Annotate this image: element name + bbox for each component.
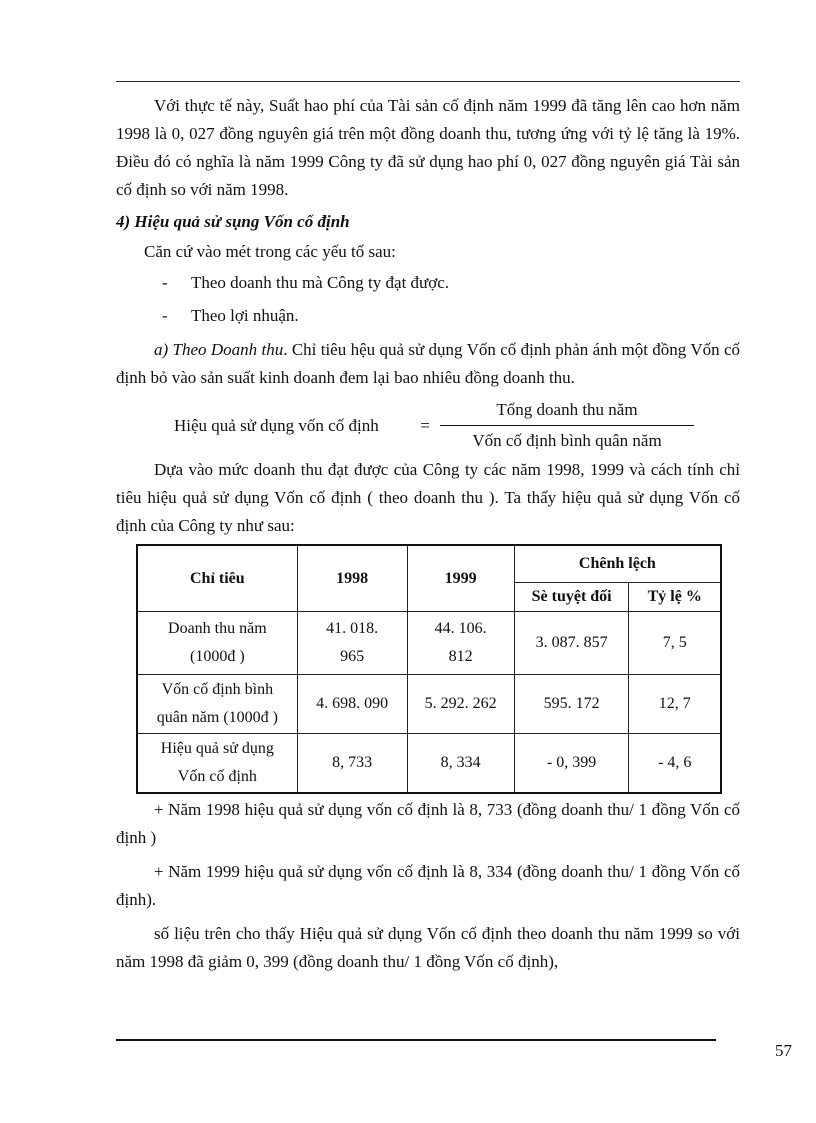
bullet-item: [116, 266, 740, 299]
table-row: [137, 675, 721, 734]
header-ratio: Tỷ lệ %: [629, 583, 721, 612]
header-absolute: Sè tuyệt đối: [514, 583, 629, 612]
intro-paragraph: Với thực tế này, Suất hao phí của Tài sản cố định năm 1999 đã tăng lên cao hơn năm 1998 là 0, 027 đồng nguyên giá trên một đồng doanh thu, tương ứng với tỷ lệ tăng là 19%. Điều đó có nghĩa là năm 1999 Công ty đã sử dụng hao phí 0, 027 đồng nguyên giá Tài sản cố định so với năm 1998.: [116, 96, 740, 199]
row-label: [137, 675, 297, 734]
row-label: [137, 734, 297, 794]
footer-rule: [116, 1039, 716, 1041]
bullet-text: Theo doanh thu mà Công ty đạt được.: [191, 273, 450, 292]
row-label-line: Vốn cố định bình: [161, 681, 274, 698]
cell-line: 44. 106.: [434, 620, 487, 637]
cell-absolute: 595. 172: [514, 675, 629, 734]
formula-numerator: Tổng doanh thu năm: [440, 398, 694, 426]
table-intro-paragraph: Dựa vào mức doanh thu đạt được của Công ty các năm 1998, 1999 và cách tính chỉ tiêu hiệu quả sử dụng Vốn cố định ( theo doanh thu ). Ta thấy hiệu quả sử dụng Vốn cố định của Công ty như sau:: [116, 460, 740, 535]
cell-line: 41. 018.: [326, 620, 379, 637]
row-label-line: quân năm (1000đ ): [156, 709, 278, 726]
formula-denominator: Vốn cố định bình quân năm: [472, 431, 662, 450]
table-row: [137, 734, 721, 794]
revenue-paragraph: [116, 336, 740, 392]
cell-absolute: - 0, 399: [514, 734, 629, 794]
row-label-line: Doanh thu năm: [168, 620, 267, 637]
cell-1998: 8, 733: [297, 734, 407, 794]
section-heading: 4) Hiệu quả sử sụng Vốn cố định: [116, 212, 350, 231]
cell-line: 812: [448, 648, 473, 665]
revenue-body: . Chỉ tiêu hệu quả sử dụng Vốn cố định phản ánh một đồng Vốn cố định bỏ vào sản suất kinh doanh đem lại bao nhiêu đồng doanh thu.: [116, 340, 740, 387]
bullet-text: Theo lợi nhuận.: [191, 306, 299, 325]
basis-line: Căn cứ vào mét trong các yếu tố sau:: [144, 242, 396, 261]
bullet-item: [116, 299, 740, 332]
formula-equals: =: [420, 416, 430, 435]
cell-1999: 8, 334: [407, 734, 514, 794]
header-indicator: Chỉ tiêu: [137, 545, 297, 612]
formula-fraction: [440, 398, 694, 454]
cell-ratio: 12, 7: [629, 675, 721, 734]
table-header-row: [137, 545, 721, 583]
formula: [174, 398, 740, 454]
cell-1998: [297, 612, 407, 675]
row-label: [137, 612, 297, 675]
page-number: 57: [775, 1041, 792, 1060]
row-label-line: Hiệu quả sử dụng: [160, 740, 274, 757]
cell-absolute: 3. 087. 857: [514, 612, 629, 675]
bullet-dash: -: [162, 306, 168, 325]
header-difference: Chênh lệch: [514, 545, 721, 583]
header-1998: 1998: [297, 545, 407, 612]
efficiency-table: [136, 544, 722, 794]
note-1998-paragraph: + Năm 1998 hiệu quả sử dụng vốn cố định là 8, 733 (đồng doanh thu/ 1 đồng Vốn cố định ): [116, 800, 740, 847]
row-label-line: Vốn cố định: [177, 768, 257, 785]
page-body: [116, 92, 740, 976]
table-row: [137, 612, 721, 675]
cell-1998: 4. 698. 090: [297, 675, 407, 734]
cell-line: 965: [340, 648, 365, 665]
formula-lhs: Hiệu quả sử dụng vốn cố định: [174, 416, 379, 435]
revenue-lead: a) Theo Doanh thu: [154, 340, 284, 359]
cell-1999: [407, 612, 514, 675]
header-1999: 1999: [407, 545, 514, 612]
cell-ratio: 7, 5: [629, 612, 721, 675]
row-label-line: (1000đ ): [190, 648, 245, 665]
conclusion-paragraph: số liệu trên cho thấy Hiệu quả sử dụng Vốn cố định theo doanh thu năm 1999 so với năm 1998 đã giảm 0, 399 (đồng doanh thu/ 1 đồng Vốn cố định),: [116, 924, 740, 971]
cell-ratio: - 4, 6: [629, 734, 721, 794]
bullet-dash: -: [162, 273, 168, 292]
header-rule: [116, 81, 740, 82]
note-1999-paragraph: + Năm 1999 hiệu quả sử dụng vốn cố định là 8, 334 (đồng doanh thu/ 1 đồng Vốn cố định).: [116, 862, 740, 909]
cell-1999: 5. 292. 262: [407, 675, 514, 734]
